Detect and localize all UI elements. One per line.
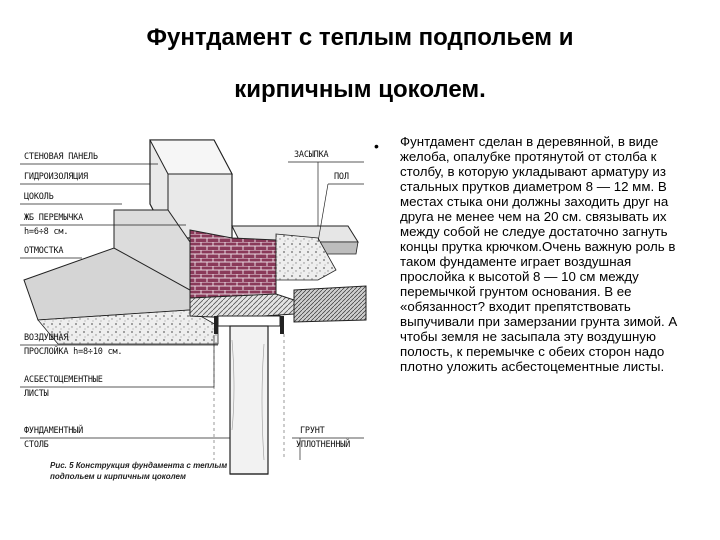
air-gap <box>218 316 280 326</box>
label-blind-area: ОТМОСТКА <box>24 246 64 256</box>
brick-plinth <box>190 230 276 302</box>
soil-right <box>294 286 366 322</box>
bullet-marker: • <box>374 138 379 154</box>
slide-title-line-1: Фунтдамент с теплым подпольем и <box>146 24 574 51</box>
label-waterproofing: ГИДРОИЗОЛЯЦИЯ <box>24 172 88 182</box>
label-backfill: ЗАСЫПКА <box>294 150 329 160</box>
figure-caption-line-2: подпольем и кирпичным цоколем <box>50 472 186 481</box>
label-pillar: ФУНДАМЕНТНЫЙ <box>24 426 84 436</box>
asbestos-sheet-right <box>280 316 284 334</box>
label-plinth: ЦОКОЛЬ <box>24 192 54 202</box>
label-soil: ГРУНТ <box>300 426 325 436</box>
slide-title-line-2: кирпичным цоколем. <box>234 76 486 103</box>
label-air-gap: ВОЗДУШНАЯ <box>24 333 69 343</box>
label-floor: ПОЛ <box>334 172 349 182</box>
body-text: Фунтдамент сделан в деревянной, в виде желоба, опалубке протянутой от столба к столбу, в которую укладывают арматуру из стальных прутков диаметром 8 — 12 мм. В местах стыка они должны заходить друг на друга не менее чем на 20 см. связывать их между собой не следуе достаточно загнуть концы прутка крючком.Очень важную роль в таком фундаменте играет воздушная прослойка к высотой 8 — 10 см между перемычкой грунтом основания. В ее «обязанност? входит препятствовать выпучивали при замерзании грунта зимой. А чтобы земля не засыпала эту воздушную полость, к перемычке с обеих сторон надо плотно уложить асбестоцементные листы. <box>400 134 678 374</box>
label-rc-beam-height: h=6÷8 см. <box>24 227 69 237</box>
label-soil-compacted: УПЛОТНЕННЫЙ <box>296 440 351 450</box>
label-asbestos: АСБЕСТОЦЕМЕНТНЫЕ <box>24 375 103 385</box>
rc-beam <box>190 294 294 318</box>
figure-caption-line-1: Рис. 5 Конструкция фундамента с теплым <box>50 461 228 470</box>
label-rc-beam: ЖБ ПЕРЕМЫЧКА <box>24 213 84 223</box>
figure-caption <box>50 460 290 482</box>
foundation-drawing <box>18 130 370 490</box>
label-asbestos-sheets: ЛИСТЫ <box>24 389 49 399</box>
asbestos-sheet-left <box>214 316 218 334</box>
label-air-gap-height: ПРОСЛОЙКА h=8÷10 см. <box>24 347 123 357</box>
label-pillar-2: СТОЛБ <box>24 440 49 450</box>
label-wall-panel: СТЕНОВАЯ ПАНЕЛЬ <box>24 152 98 162</box>
foundation-diagram <box>18 130 370 490</box>
